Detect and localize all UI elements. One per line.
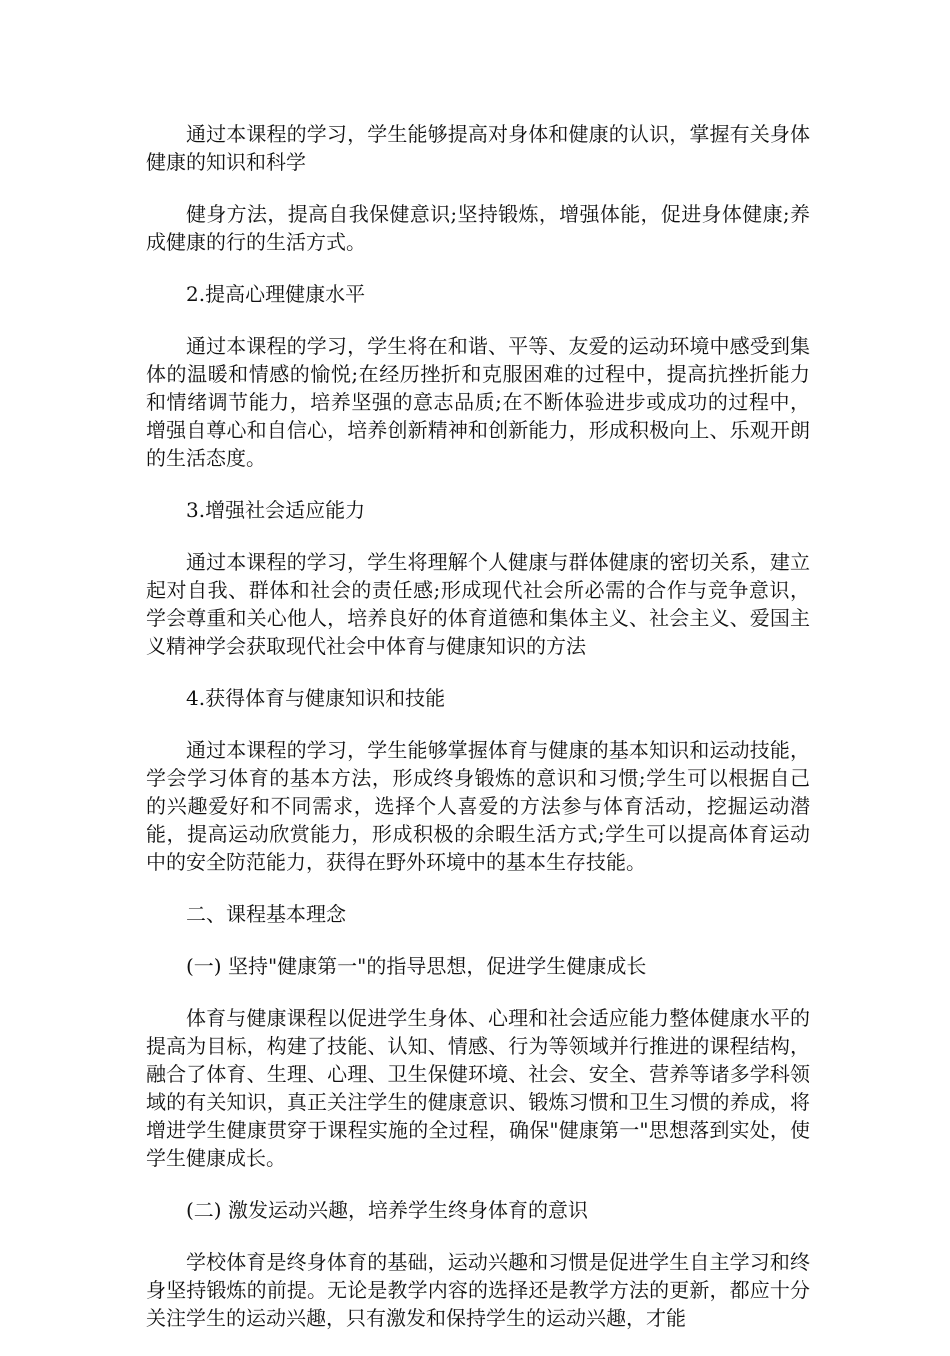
- paragraph: 通过本课程的学习，学生能够掌握体育与健康的基本知识和运动技能，学会学习体育的基本方法，形成终身锻炼的意识和习惯;学生可以根据自己的兴趣爱好和不同需求，选择个人喜爱的方法参与体育活动，挖掘运动潜能，提高运动欣赏能力，形成积极的余暇生活方式;学生可以提高体育运动中的安全防范能力，获得在野外环境中的基本生存技能。: [146, 738, 810, 874]
- chapter-heading: 二、课程基本理念: [186, 902, 346, 926]
- subsection-heading: (一) 坚持"健康第一"的指导思想，促进学生健康成长: [186, 954, 647, 978]
- document-page: [146, 120, 810, 1356]
- paragraph: 通过本课程的学习，学生将理解个人健康与群体健康的密切关系，建立起对自我、群体和社会的责任感;形成现代社会所必需的合作与竞争意识，学会尊重和关心他人，培养良好的体育道德和集体主义、社会主义、爱国主义精神学会获取现代社会中体育与健康知识的方法: [146, 550, 810, 658]
- paragraph: 学校体育是终身体育的基础，运动兴趣和习惯是促进学生自主学习和终身坚持锻炼的前提。无论是教学内容的选择还是教学方法的更新，都应十分关注学生的运动兴趣，只有激发和保持学生的运动兴趣，才能: [146, 1250, 810, 1330]
- paragraph: 通过本课程的学习，学生能够提高对身体和健康的认识，掌握有关身体健康的知识和科学: [146, 122, 810, 174]
- section-heading: 2.提高心理健康水平: [186, 282, 366, 306]
- paragraph: 健身方法，提高自我保健意识;坚持锻炼，增强体能，促进身体健康;养成健康的行的生活方式。: [146, 202, 810, 254]
- section-heading: 4.获得体育与健康知识和技能: [186, 686, 446, 710]
- section-heading: 3.增强社会适应能力: [186, 498, 366, 522]
- paragraph: 通过本课程的学习，学生将在和谐、平等、友爱的运动环境中感受到集体的温暖和情感的愉悦;在经历挫折和克服困难的过程中，提高抗挫折能力和情绪调节能力，培养坚强的意志品质;在不断体验进步或成功的过程中，增强自尊心和自信心，培养创新精神和创新能力，形成积极向上、乐观开朗的生活态度。: [146, 334, 810, 470]
- subsection-heading: (二) 激发运动兴趣，培养学生终身体育的意识: [186, 1198, 588, 1222]
- paragraph: 体育与健康课程以促进学生身体、心理和社会适应能力整体健康水平的提高为目标，构建了技能、认知、情感、行为等领域并行推进的课程结构，融合了体育、生理、心理、卫生保健环境、社会、安全、营养等诸多学科领域的有关知识，真正关注学生的健康意识、锻炼习惯和卫生习惯的养成，将增进学生健康贯穿于课程实施的全过程，确保"健康第一"思想落到实处，使学生健康成长。: [146, 1006, 810, 1170]
